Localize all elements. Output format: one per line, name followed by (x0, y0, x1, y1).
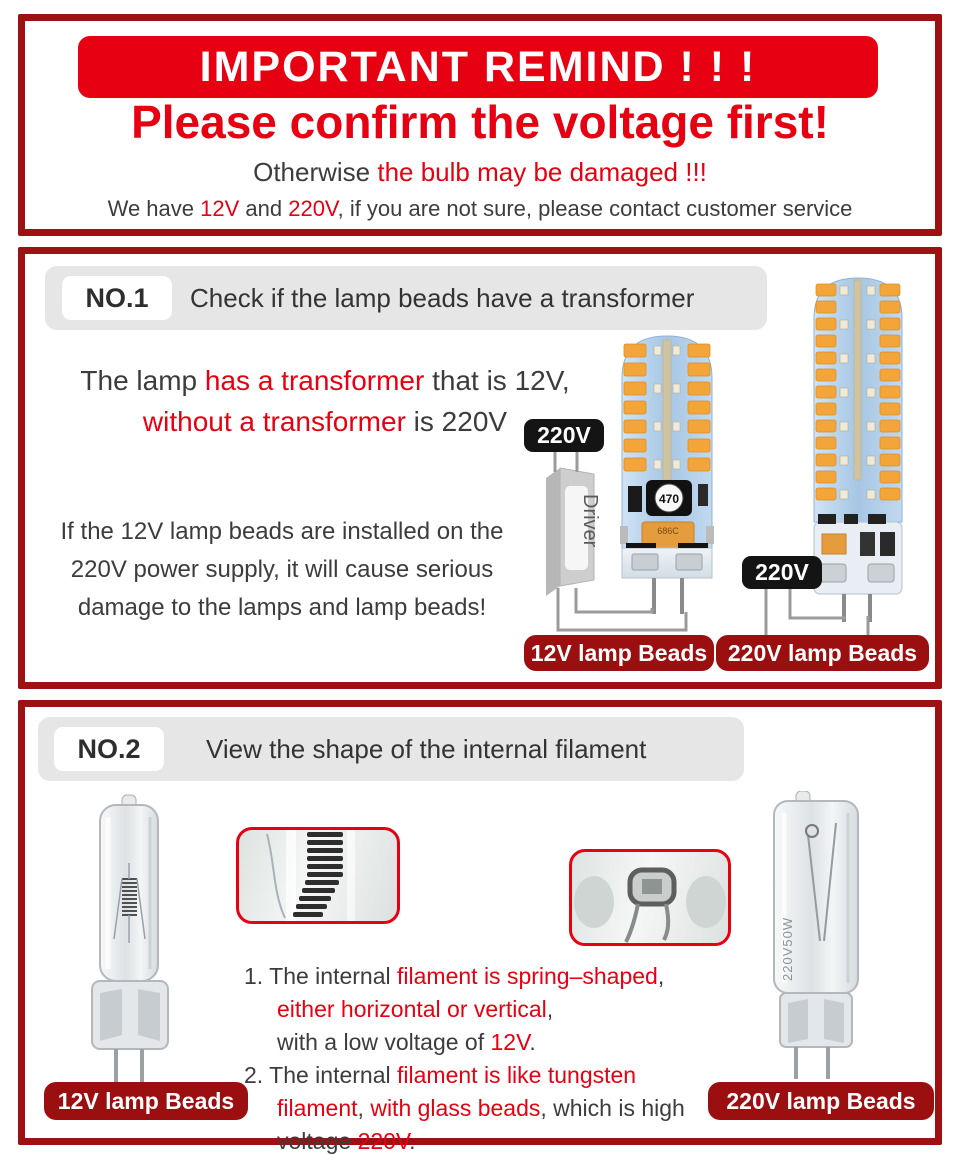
glass-bead-zoom-callout (569, 849, 731, 946)
list-line-2 (244, 993, 685, 1026)
lead-segment: is 220V (405, 406, 508, 437)
list-line-3 (244, 1026, 685, 1059)
list-segment: , (546, 996, 554, 1022)
subtitle (30, 157, 930, 188)
capacitor-text: 686C (657, 526, 679, 536)
driver-label: Driver (579, 494, 601, 548)
list-highlight: filament is like tungsten (397, 1062, 637, 1088)
lead-segment: that is 12V, (424, 365, 570, 396)
note-segment: and (239, 196, 289, 221)
page-title: Please confirm the voltage first! (131, 96, 829, 148)
warning-line: If the 12V lamp beads are installed on the (60, 518, 504, 545)
220v-halogen-bulb-image (760, 791, 872, 1081)
list-highlight: filament (277, 1095, 358, 1121)
list-segment: , (657, 963, 665, 989)
voltage-note (30, 196, 930, 222)
filament-zoom-image (239, 830, 397, 921)
badge-12v-lamp-beads: 12V lamp Beads (524, 635, 714, 671)
note-segment: , if you are not sure, please contact customer service (337, 196, 853, 221)
note-12v: 12V (200, 196, 240, 221)
list-highlight: 12V (490, 1029, 530, 1055)
glass-bead-zoom-image (572, 852, 728, 943)
list-segment: , which is high (540, 1095, 685, 1121)
section1-lead (45, 360, 605, 442)
badge-12v-lamp-beads-bottom: 12V lamp Beads (44, 1082, 248, 1120)
note-segment: We have (107, 196, 201, 221)
12v-halogen-bulb-image (70, 793, 190, 1085)
lead-line-1 (45, 360, 605, 401)
subtitle-prefix: Otherwise (253, 157, 378, 187)
bulb-pins (794, 1047, 830, 1079)
list-segment: , (357, 1095, 371, 1121)
section2-number-chip: NO.2 (54, 727, 164, 771)
important-remind-banner: IMPORTANT REMIND ! ! ! (78, 36, 878, 98)
subtitle-highlight: the bulb may be damaged !!! (377, 157, 707, 187)
bulb-print-text: 220V50W (780, 916, 795, 981)
driver-component-image (538, 460, 604, 596)
list-segment: . (529, 1029, 536, 1055)
bulb-pins (842, 594, 872, 622)
coil-turns (293, 832, 343, 917)
inductor-value-text: 470 (658, 492, 680, 506)
section1-number-chip: NO.1 (62, 276, 172, 320)
badge-220v-lamp-beads-bottom: 220V lamp Beads (708, 1082, 934, 1120)
warning-line: damage to the lamps and lamp beads! (77, 594, 487, 621)
list-segment: with a low voltage of (277, 1029, 491, 1055)
lead-segment: The lamp (80, 365, 205, 396)
list-highlight: filament is spring–shaped (397, 963, 658, 989)
voltage-label-220v-driver: 220V (524, 419, 604, 452)
section1-heading: Check if the lamp beads have a transformer (190, 283, 695, 313)
note-220v: 220V (288, 196, 338, 221)
list-line-1 (244, 960, 685, 993)
lead-highlight: has a transformer (204, 365, 425, 396)
section2-heading: View the shape of the internal filament (206, 734, 647, 764)
list-highlight: either horizontal or vertical (277, 996, 547, 1022)
list-segment: 2. The internal (244, 1062, 398, 1088)
filament-notes-list (244, 960, 685, 1158)
section1-warning (28, 513, 536, 627)
filament-zoom-callout (236, 827, 400, 924)
list-line-5 (244, 1092, 685, 1125)
list-segment: . (409, 1128, 416, 1154)
badge-220v-lamp-beads: 220V lamp Beads (716, 635, 929, 671)
warning-line: 220V power supply, it will cause serious (70, 556, 494, 583)
list-line-6 (244, 1125, 685, 1158)
lead-highlight: without a transformer (142, 406, 406, 437)
list-line-4 (244, 1059, 685, 1092)
bulb-pins (114, 1049, 144, 1083)
list-segment: 1. The internal (244, 963, 398, 989)
12v-led-bulb-image (612, 330, 722, 615)
list-segment: voltage (277, 1128, 358, 1154)
bulb-pins (652, 578, 684, 614)
list-highlight: with glass beads (370, 1095, 541, 1121)
list-highlight: 220V (357, 1128, 410, 1154)
voltage-label-220v-direct: 220V (742, 556, 822, 589)
lead-line-2 (45, 401, 605, 442)
